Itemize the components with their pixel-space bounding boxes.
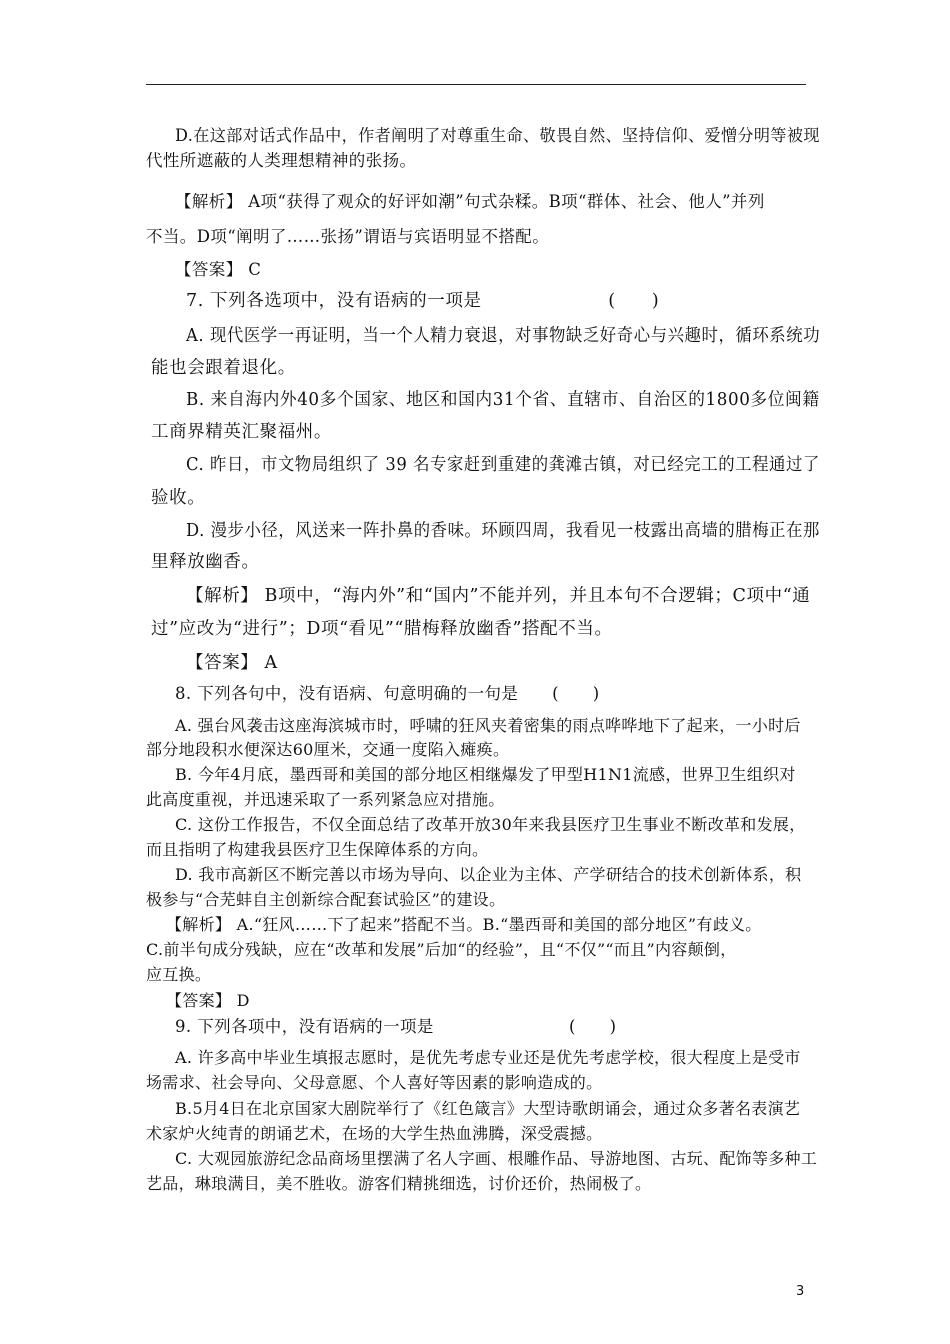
text-line: 术家炉火纯青的朗诵艺术，在场的大学生热血沸腾，深受震撼。 [146,1124,603,1143]
text-line: D. 我市高新区不断完善以市场为导向、以企业为主体、产学研结合的技术创新体系，积 [175,865,802,884]
text-line: 不当。D项“阐明了……张扬”谓语与宾语明显不搭配。 [146,227,550,246]
text-line: 能也会跟着退化。 [151,358,296,378]
header-rule [146,84,806,85]
text-line: 7. 下列各选项中，没有语病的一项是 ( ) [186,291,660,311]
text-line: 过”应改为“进行”；D项“看见”“腊梅释放幽香”搭配不当。 [151,619,613,639]
text-line: 代性所遮蔽的人类理想精神的张扬。 [146,151,417,170]
text-line: 而且指明了构建我县医疗卫生保障体系的方向。 [146,840,489,859]
text-line: B. 来自海内外40多个国家、地区和国内31个省、直辖市、自治区的1800多位闽籍 [186,390,820,410]
text-line: D. 漫步小径，风送来一阵扑鼻的香味。环顾四周，我看见一枝露出高墙的腊梅正在那 [186,521,820,541]
text-line: 9. 下列各项中，没有语病的一项是 ( ) [175,1017,617,1036]
text-line: 此高度重视，并迅速采取了一系列紧急应对措施。 [146,790,505,809]
text-line: 场需求、社会导向、父母意愿、个人喜好等因素的影响造成的。 [146,1073,603,1092]
page-number: 3 [796,1284,805,1299]
text-line: B. 今年4月底，墨西哥和美国的部分地区相继爆发了甲型H1N1流感，世界卫生组织对 [175,765,796,784]
text-line: C. 这份工作报告，不仅全面总结了改革开放30年来我县医疗卫生事业不断改革和发展， [175,815,806,834]
text-line: 【答案】 D [166,991,250,1010]
text-line: C. 昨日，市文物局组织了 39 名专家赶到重建的龚滩古镇，对已经完工的工程通过了 [186,455,820,475]
text-line: 【解析】 A项“获得了观众的好评如潮”句式杂糅。B项“群体、社会、他人”并列 [175,192,765,211]
text-line: 【答案】 C [175,260,262,279]
text-line: 应互换。 [146,965,212,984]
text-line: 8. 下列各句中，没有语病、句意明确的一句是 ( ) [175,684,600,703]
text-line: A. 现代医学一再证明，当一个人精力衰退，对事物缺乏好奇心与兴趣时，循环系统功 [186,326,821,346]
text-line: A. 强台风袭击这座海滨城市时，呼啸的狂风夹着密集的雨点哗哗地下了起来，一小时后 [175,716,801,735]
text-line: 极参与“合芜蚌自主创新综合配套试验区”的建设。 [146,890,506,909]
text-line: 【解析】 A.“狂风……下了起来”搭配不当。B.“墨西哥和美国的部分地区”有歧义。 [166,915,762,934]
text-line: C. 大观园旅游纪念品商场里摆满了名人字画、根雕作品、导游地图、古玩、配饰等多种工 [175,1149,818,1168]
text-line: 里释放幽香。 [151,552,260,572]
text-line: 验收。 [151,488,206,508]
text-line: A. 许多高中毕业生填报志愿时，是优先考虑专业还是优先考虑学校，很大程度上是受市 [175,1048,801,1067]
text-line: B.5月4日在北京国家大剧院举行了《红色箴言》大型诗歌朗诵会，通过众多著名表演艺 [175,1099,801,1118]
text-line: 【解析】 B项中，“海内外”和“国内”不能并列，并且本句不合逻辑；C项中“通 [186,586,811,606]
text-line: 部分地段积水便深达60厘米，交通一度陷入瘫痪。 [146,740,510,759]
text-line: 【答案】 A [186,653,278,673]
text-line: 工商界精英汇聚福州。 [151,422,332,442]
text-line: C.前半句成分残缺，应在“改革和发展”后加“的经验”，且“不仅”“而且”内容颠倒， [146,940,737,959]
text-line: D.在这部对话式作品中，作者阐明了对尊重生命、敬畏自然、坚持信仰、爱憎分明等被现 [175,126,820,145]
text-line: 艺品，琳琅满目，美不胜收。游客们精挑细选，讨价还价，热闹极了。 [146,1174,652,1193]
